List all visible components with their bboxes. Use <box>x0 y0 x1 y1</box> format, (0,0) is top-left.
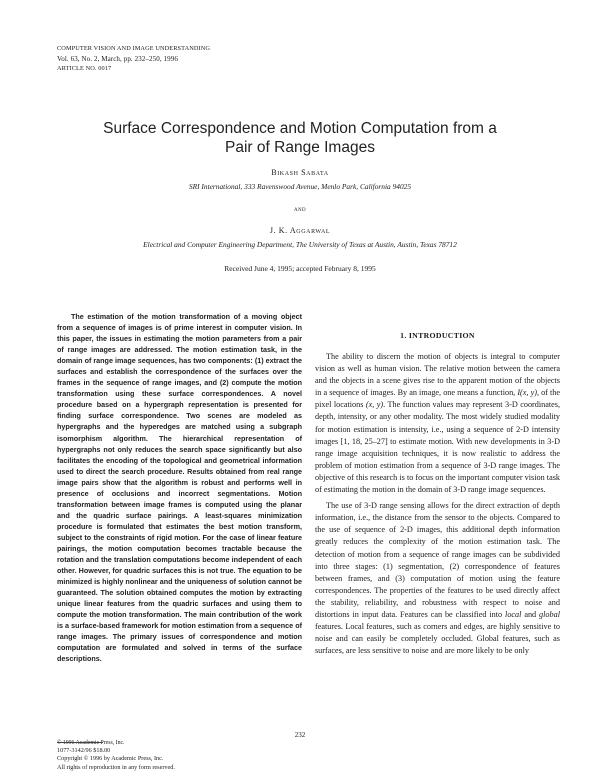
and-separator: and <box>293 205 307 213</box>
footer-rule <box>57 742 103 743</box>
intro-p1-part-c: . The function values may represent 3-D coordinates, depth, intensity, or any other modality. The most widely studied modality for motion estimation is intensity, i.e., using a sequence of 2-D intensity images [1, 18, 25–27] to estimate motion. With new developments in 3-D range image acquisition techniques, it is now realistic to address the problem of motion estimation from a sequence of 3-D range images. The objective of this research is to focus on the important computer vision task of estimating the motion in the domain of 3-D range image sequences. <box>315 400 560 495</box>
intro-paragraph-2 <box>315 500 560 657</box>
intro-p1-part-b: , of the pixel locations <box>315 388 561 410</box>
section-heading-introduction: 1. INTRODUCTION <box>400 331 475 340</box>
author-1-affiliation: SRI International, 333 Ravenswood Avenue, Menlo Park, California 94025 <box>188 182 412 191</box>
received-dates: Received June 4, 1995; accepted February 8, 1995 <box>224 264 376 273</box>
author-2-affiliation: Electrical and Computer Engineering Department, The University of Texas at Austin, Austin, Texas 78712 <box>143 240 457 249</box>
page-number: 232 <box>294 731 306 739</box>
term-global: global <box>539 609 560 619</box>
author-2-name: J. K. Aggarwal <box>269 226 331 235</box>
footer-copyright: Copyright © 1996 by Academic Press, Inc. <box>57 755 164 763</box>
article-number: ARTICLE NO. 0017 <box>57 65 112 72</box>
journal-name: COMPUTER VISION AND IMAGE UNDERSTANDING <box>57 45 211 52</box>
footer-rights: All rights of reproduction in any form reserved. <box>57 763 175 771</box>
footer <box>57 747 175 772</box>
function-notation: I(x, y) <box>517 388 537 398</box>
title-line-2: Pair of Range Images <box>225 139 375 156</box>
pixel-notation: (x, y) <box>365 400 384 410</box>
footer-issn: 1077-3142/96 $18.00 <box>57 747 111 754</box>
author-1-name: Bikash Sabata <box>271 168 329 177</box>
intro-p1-part-a: The ability to discern the motion of objects is integral to computer vision as well as human vision. The relative motion between the camera and the objects in a scene gives rise to the apparent motion of the objects in a sequence of images. By an image, one means a function, <box>315 352 560 398</box>
term-local: local <box>505 609 522 619</box>
intro-paragraph-1 <box>315 351 560 496</box>
abstract <box>57 311 302 665</box>
abstract-text: The estimation of the motion transformation of a moving object from a sequence of images is of prime interest in computer vision. In this paper, the issues in estimating the motion parameters from a pair of range images are addressed. The motion estimation task, in the domain of range image sequences, has two components: (1) extract the surfaces and establish the correspondence of the surfaces over the frames in the sequence of range images, and (2) compute the motion transformation using these surface correspondences. A novel procedure based on a hypergraph representation is presented for finding surface correspondence. Two scenes are modeled as hypergraphs and the hyperedges are matched using a subgraph isomorphism algorithm. The hierarchical representation of hypergraphs not only reduces the search space significantly but also facilitates the encoding of the topological and geometrical information used to direct the search procedure. Results obtained from real range image pairs show that the algorithm is robust and performs well in presence of occlusions and incorrect segmentations. Motion transformation between image frames is computed using the planar and the quadric surface pairings. A least-squares minimization procedure is formulated that estimates the best motion transform, subject to the constraints of rigid motion. For the case of linear feature pairings, the motion computation becomes tractable because the rotation and the translation computations become independent of each other. However, for quadric surfaces this is not true. The equation to be minimized is highly nonlinear and the uniqueness of solution cannot be guaranteed. The solution obtained computes the motion by extracting unique linear features from the quadric surfaces and using them to compute the motion transformation. The main contribution of the work is a surface-based framework for motion estimation from a sequence of range images. The primary issues of correspondence and motion computation are formulated and solved in terms of the surface descriptions. <box>57 312 302 664</box>
title-line-1: Surface Correspondence and Motion Computation from a <box>103 120 497 137</box>
abstract-copyright: © 1996 Academic Press, Inc. <box>57 740 125 746</box>
journal-header <box>57 44 210 74</box>
paper-title <box>60 119 540 157</box>
intro-p2-and: and <box>521 609 540 619</box>
intro-p2-part-a: The use of 3-D range sensing allows for the direct extraction of depth information, i.e., the distance from the sensor to the objects. Compared to the use of sequence of 2-D images, this additional depth information greatly reduces the complexity of the motion estimation task. The detection of motion from a sequence of range images can be subdivided into three stages: (1) segmentation, (2) correspondence of features between frames, and (3) computation of motion using the feature correspondences. The properties of the features to be used directly affect the stability, reliability, and robustness with respect to noise and distortions in input data. Features can be classified into <box>315 501 560 619</box>
introduction-body <box>315 351 560 657</box>
intro-p2-part-b: features. Local features, such as corners and edges, are highly sensitive to noise and can easily be completely occluded. Global features, such as surfaces, are less sensitive to noise and are more likely to be only <box>315 622 560 656</box>
journal-volume: Vol. 63, No. 2, March, pp. 232–250, 1996 <box>57 55 178 63</box>
